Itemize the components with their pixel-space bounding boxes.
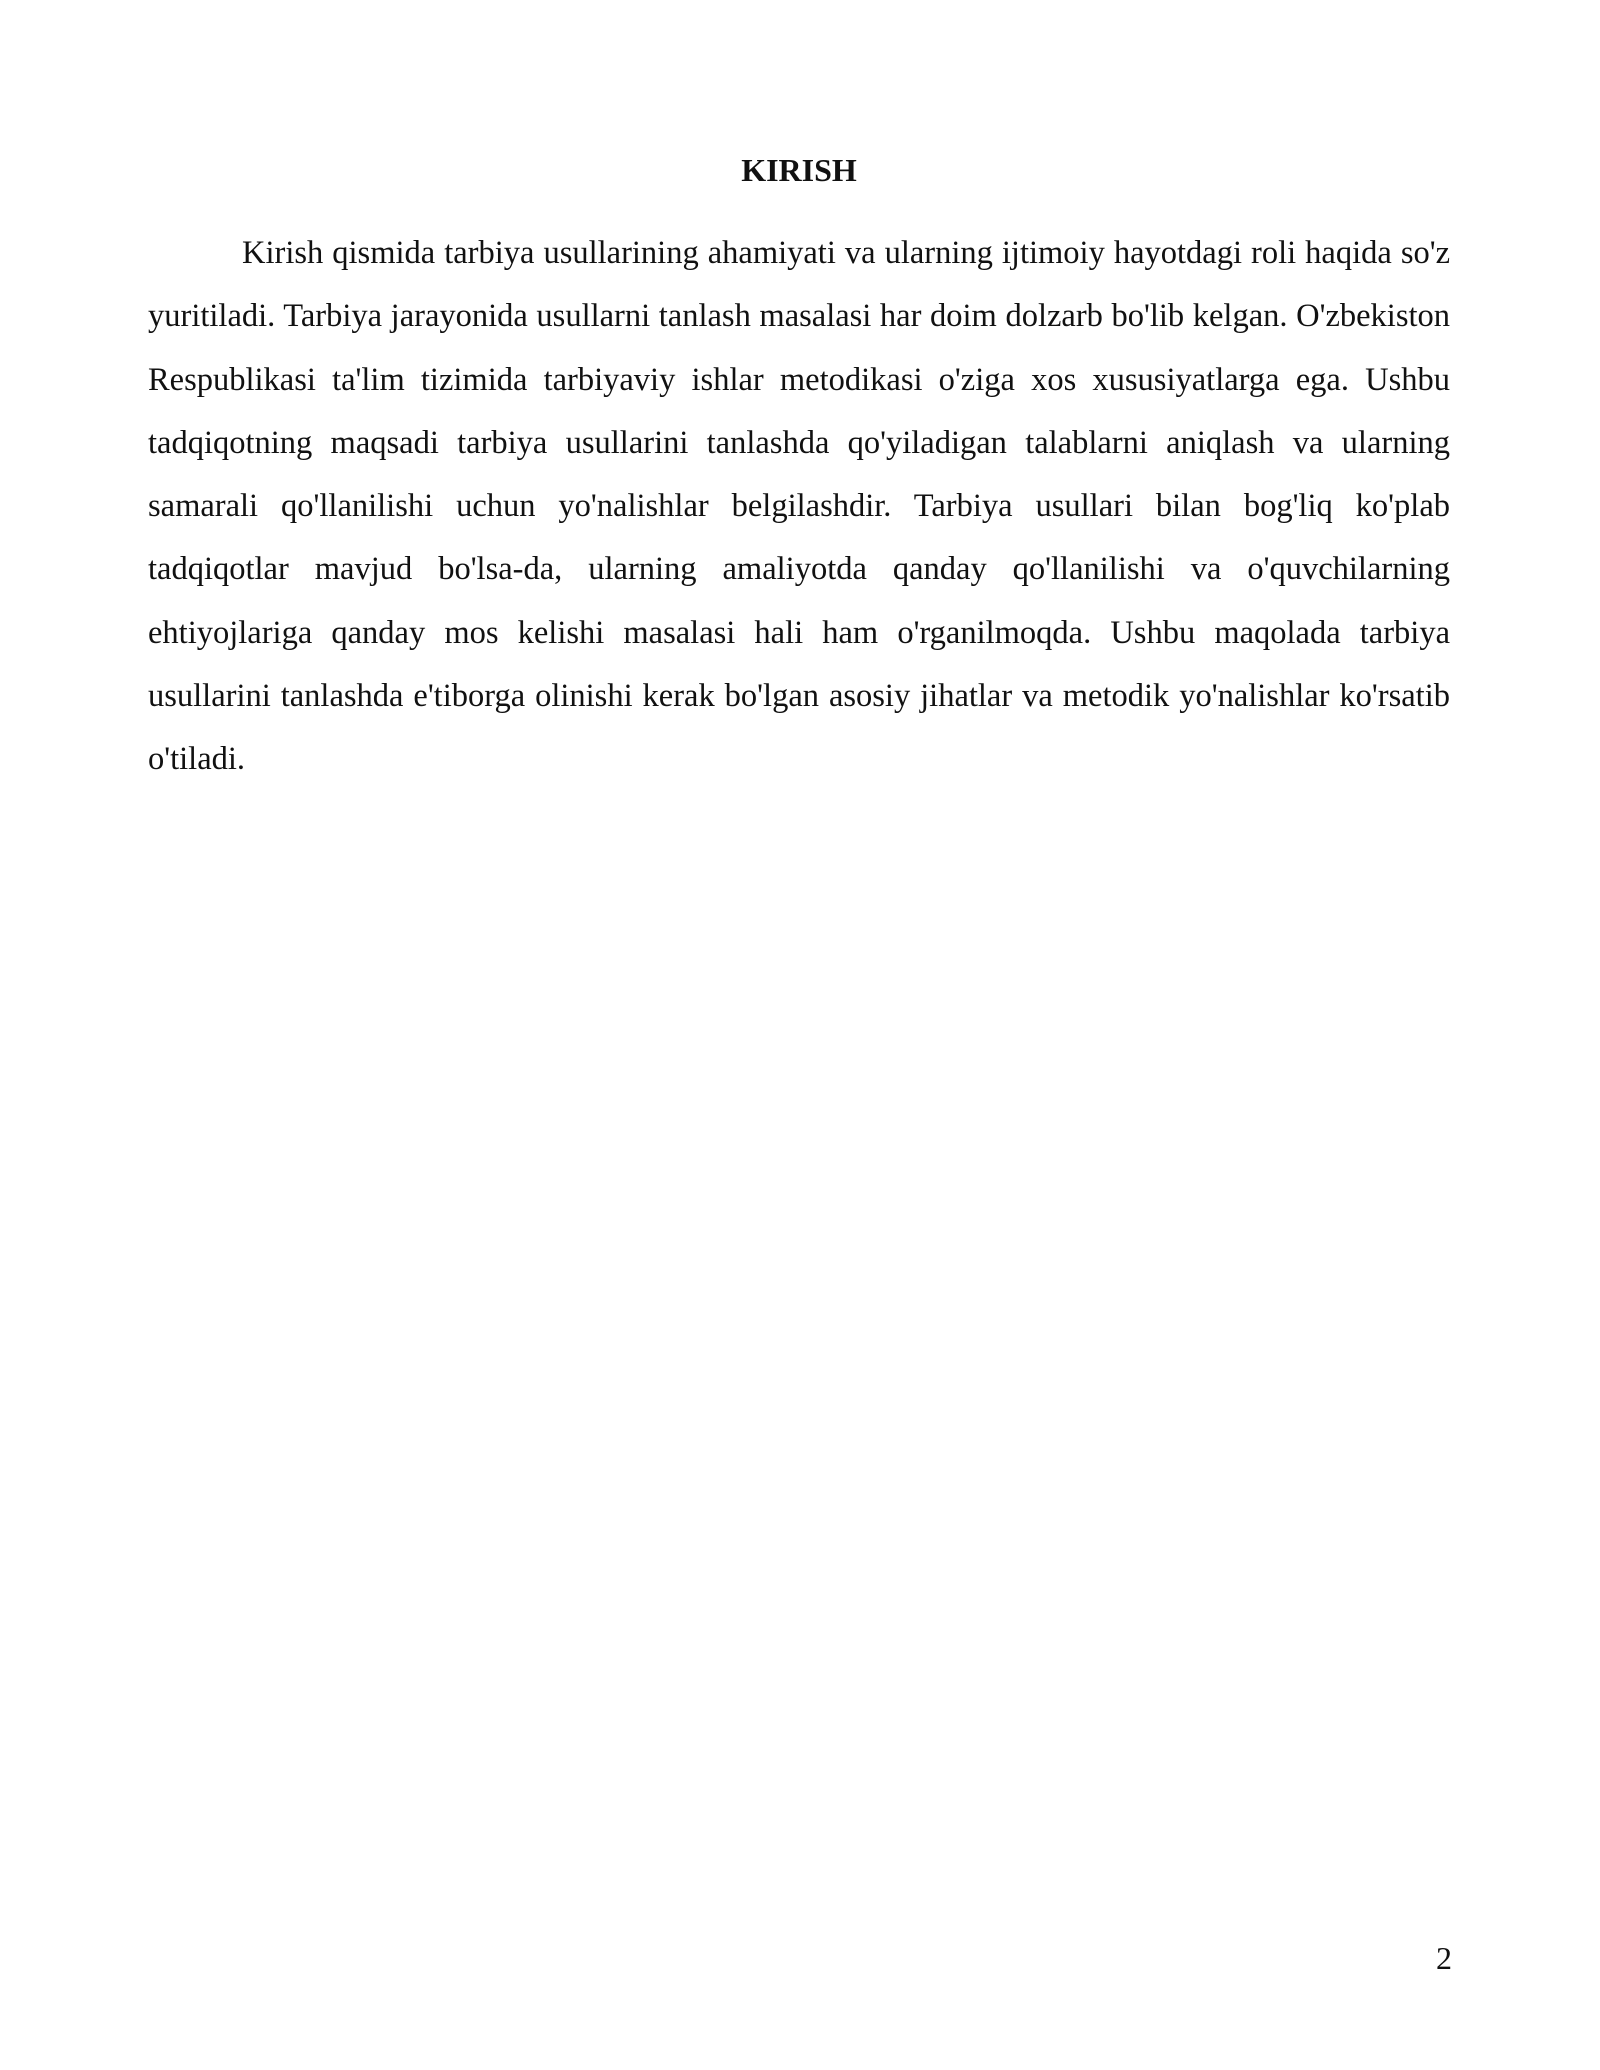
page-number: 2 — [1436, 1940, 1452, 1976]
introduction-paragraph: Kirish qismida tarbiya usullarining ahamiyati va ularning ijtimoiy hayotdagi roli haqida so'z yuritiladi. Tarbiya jarayonida usullarni tanlash masalasi har doim dolzarb bo'lib kelgan. O'zbekiston Respublikasi ta'lim tizimida tarbiyaviy ishlar metodikasi o'ziga xos xususiyatlarga ega. Ushbu tadqiqotning maqsadi tarbiya usullarini tanlashda qo'yiladigan talablarni aniqlash va ularning samarali qo'llanilishi uchun yo'nalishlar belgilashdir. Tarbiya usullari bilan bog'liq ko'plab tadqiqotlar mavjud bo'lsa-da, ularning amaliyotda qanday qo'llanilishi va o'quvchilarning ehtiyojlariga qanday mos kelishi masalasi hali ham o'rganilmoqda. Ushbu maqolada tarbiya usullarini tanlashda e'tiborga olinishi kerak bo'lgan asosiy jihatlar va metodik yo'nalishlar ko'rsatib o'tiladi. — [148, 235, 1450, 778]
section-heading: KIRISH — [741, 152, 857, 188]
